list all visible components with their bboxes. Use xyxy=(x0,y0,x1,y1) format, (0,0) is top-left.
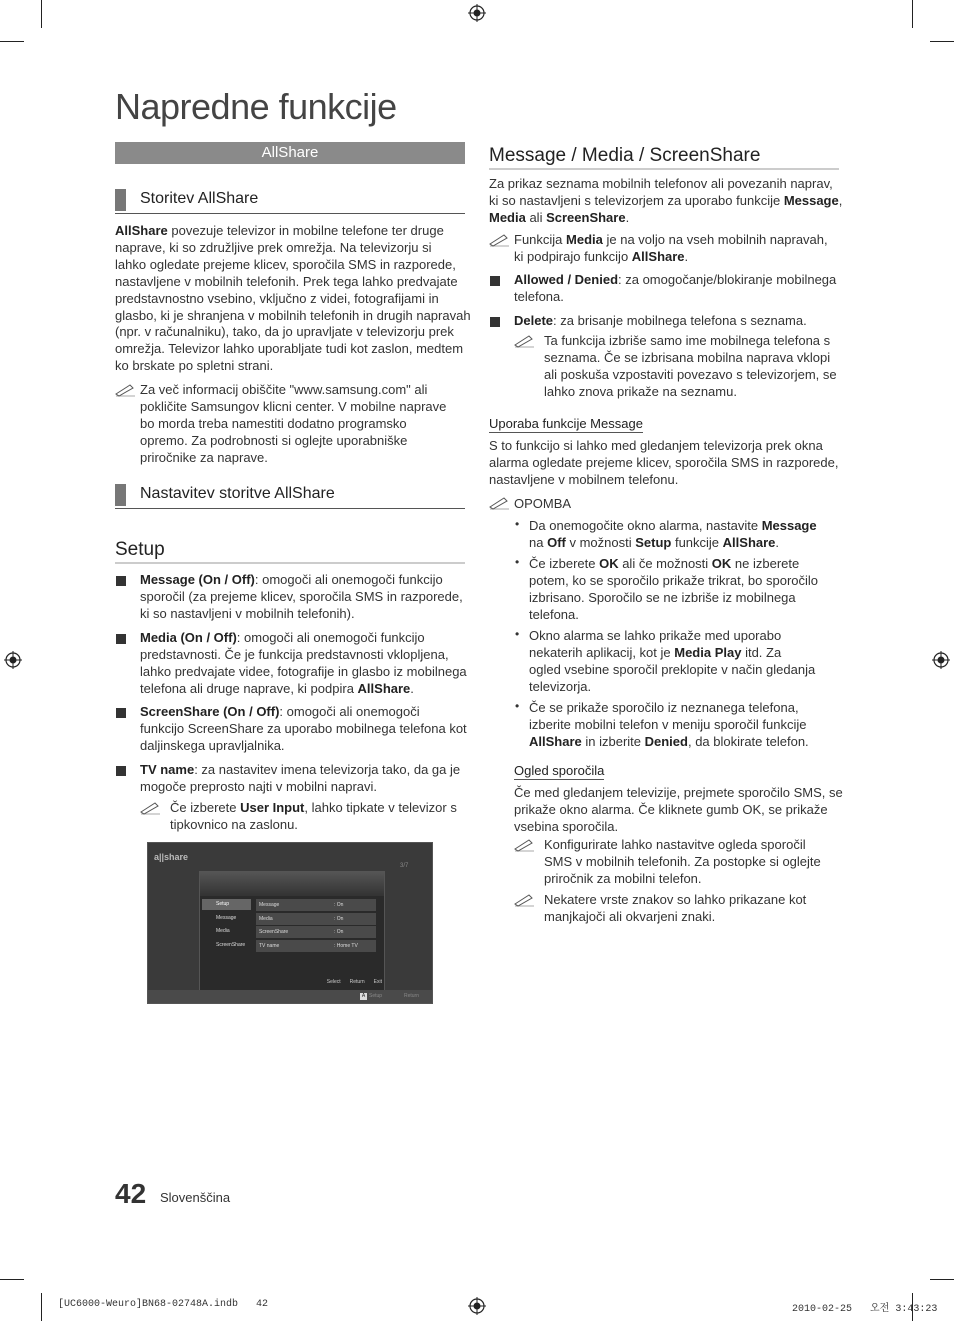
text-line: seznama. Če se izbrisana mobilna naprava vklopi xyxy=(544,349,831,365)
ogled-note-2 xyxy=(544,892,844,926)
bullet-dot: • xyxy=(515,627,520,641)
bullet-square xyxy=(116,576,126,586)
text-line: sporočil (za prejeme klicev, sporočila SMS in razporede, xyxy=(140,588,463,604)
bullet-square xyxy=(116,708,126,718)
text-line: naprave, ki so združljive prek omrežja. Na televizorju si xyxy=(115,239,432,255)
return-hint: Return xyxy=(349,979,365,985)
uporaba-heading: Uporaba funkcije Message xyxy=(489,416,643,431)
text-line: ki podpirajo funkcijo AllShare. xyxy=(514,248,689,264)
a-button-icon: A xyxy=(361,993,366,999)
menu-item-message[interactable]: Message xyxy=(216,915,237,921)
setup-panel xyxy=(199,871,385,991)
text-line: omrežja. Televizor lahko uporabljate tudi kot zaslon, medtem xyxy=(115,341,464,357)
text-line: Media (On / Off): omogoči ali onemogoči funkcijo xyxy=(140,630,425,645)
right-heading-rule xyxy=(489,168,839,170)
text-line: S to funkcijo si lahko med gledanjem televizorja prek okna xyxy=(489,438,823,453)
menu-item-screenshare[interactable]: ScreenShare xyxy=(216,942,246,948)
text-line: lahko ogledate prejeme klicev, sporočila SMS in razporede, xyxy=(115,256,456,272)
setup-hint: Setup xyxy=(369,993,383,999)
text-line: predstavnosti. Če je funkcija predstavnosti vklopljena, xyxy=(140,646,449,662)
page-number: 42 xyxy=(115,1178,147,1209)
bullet-square xyxy=(490,276,500,286)
text-line: ali poskuša vzpostaviti povezavo s televizorjem, se xyxy=(544,366,837,382)
text-line: glasbo, ki je shranjena v mobilnih telefonih in drugih napravah xyxy=(115,307,471,323)
allshare-screen xyxy=(147,842,433,1004)
text-line: bo morda treba namestiti dodatno programsko xyxy=(140,415,407,431)
opomba-label: OPOMBA xyxy=(514,496,572,511)
crop-mark xyxy=(930,41,954,42)
text-line: manjkajoči ali okvarjeni znaki. xyxy=(544,908,716,924)
ogled-paragraph xyxy=(514,785,844,836)
opomba-bullet-3 xyxy=(529,628,844,696)
tvname-note xyxy=(170,800,470,834)
text-line: prikaže okno alarma. Če kliknete gumb OK, se prikaže xyxy=(514,801,828,817)
opomba-bullet-1 xyxy=(529,518,844,552)
text-line: Allowed / Denied: za omogočanje/blokiranje mobilnega xyxy=(514,272,837,287)
crop-mark xyxy=(930,1279,954,1280)
text-line: ogled vsebine sporočil preklopite v način gledanja xyxy=(529,661,816,677)
text-line: TV name: za nastavitev imena televizorja tako, da ga je xyxy=(140,762,461,777)
text-line: izbrisano. Sporočilo se ne izbriše iz mobilnega xyxy=(529,589,796,605)
text-line: ko brskate po spletni strani. xyxy=(115,358,274,374)
text-line: Nekatere vrste znakov so lahko prikazane kot xyxy=(544,892,807,907)
setup-heading-rule xyxy=(115,562,465,564)
subheading-text: Nastavitev storitve AllShare xyxy=(140,485,335,502)
subheading-nastavitev xyxy=(115,484,465,509)
settings-label: TV name xyxy=(259,942,280,949)
bullet-square xyxy=(116,634,126,644)
bullet-square xyxy=(490,317,500,327)
settings-table xyxy=(256,899,376,953)
allowed-denied-item xyxy=(514,272,844,306)
subheading-storitev xyxy=(115,189,465,214)
text-line: AllShare in izberite Denied, da blokirate telefon. xyxy=(529,733,809,749)
setup-heading: Setup xyxy=(115,539,165,560)
note-pencil-icon xyxy=(489,233,511,247)
text-line: ki so nastavljeni s televizorjem za uporabo funkcije Message, xyxy=(489,192,843,208)
settings-label: ScreenShare xyxy=(259,929,289,935)
setup-item-screenshare xyxy=(140,704,470,755)
bullet-dot: • xyxy=(515,699,520,713)
crop-mark xyxy=(912,0,913,28)
note-pencil-icon xyxy=(514,838,536,852)
bullet-square xyxy=(116,766,126,776)
right-heading: Message / Media / ScreenShare xyxy=(489,145,761,166)
text-line: Ta funkcija izbriše samo ime mobilnega telefona s xyxy=(544,333,831,348)
text-line: lahko znova prikaže na seznamu. xyxy=(544,383,737,399)
text-line: Če med gledanjem televizije, prejmete sporočilo SMS, se xyxy=(514,785,843,800)
settings-row[interactable] xyxy=(256,899,376,911)
right-intro xyxy=(489,176,844,227)
text-line: lahko predvajate videe, fotografije in glasbo iz mobilnega xyxy=(140,663,467,679)
section-bar: AllShare xyxy=(115,142,465,164)
settings-row[interactable] xyxy=(256,926,376,938)
text-line: (npr. v računalniku), tako, da jo upravljate v televizorju prek xyxy=(115,324,454,340)
storitev-paragraph xyxy=(115,223,470,375)
settings-value: : On xyxy=(334,902,344,908)
text-line: izberite mobilni telefon v meniju sporočil funkcije xyxy=(529,716,807,732)
settings-row[interactable] xyxy=(256,940,376,952)
settings-value: : Home TV xyxy=(334,942,358,949)
setup-item-media xyxy=(140,630,470,698)
text-line: vsebina sporočila. xyxy=(514,818,619,834)
text-line: nastavljene v mobilnem telefonu. xyxy=(489,471,679,487)
settings-row[interactable] xyxy=(256,913,376,925)
crop-mark xyxy=(0,41,24,42)
exit-hint: Exit xyxy=(373,979,382,985)
text-line: Da onemogočite okno alarma, nastavite Message xyxy=(529,518,817,533)
subheading-text: Storitev AllShare xyxy=(140,190,259,207)
text-line: Message (On / Off): omogoči ali onemogoči funkcijo xyxy=(140,572,443,587)
text-line: priročnik za mobilni telefon. xyxy=(544,870,702,886)
note-pencil-icon xyxy=(514,893,536,907)
text-line: priročnike za naprave. xyxy=(140,449,268,465)
text-line: Funkcija Media je na voljo na vseh mobilnih napravah, xyxy=(514,232,828,247)
print-date: 2010-02-25 오전 3:43:23 xyxy=(792,1304,938,1315)
ogled-heading: Ogled sporočila xyxy=(514,763,605,778)
text-line: funkcijo ScreenShare za uporabo mobilnega telefona kot xyxy=(140,720,467,736)
text-line: telefona. xyxy=(514,288,564,304)
subheading-marker xyxy=(115,189,126,211)
page-title: Napredne funkcije xyxy=(115,86,397,127)
text-line: Če se prikaže sporočilo iz neznanega telefona, xyxy=(529,700,799,715)
select-hint: Select xyxy=(326,979,341,985)
file-info: [UC6000-Weuro]BN68-02748A.indb 42 xyxy=(58,1299,269,1310)
return-hint-bottom: Return xyxy=(404,993,420,999)
storitev-note xyxy=(140,382,470,467)
text-line: nekaterih aplikacij, kot je Media Play itd. Za xyxy=(529,644,782,660)
crop-mark xyxy=(41,1293,42,1321)
text-line: Če izberete OK ali če možnosti OK ne izberete xyxy=(529,556,800,571)
text-line: SMS v mobilnih telefonih. Za postopke si oglejte xyxy=(544,853,821,869)
text-line: mogoče preprosto najti v mobilni napravi. xyxy=(140,778,378,794)
text-line: Delete: za brisanje mobilnega telefona s seznama. xyxy=(514,313,807,328)
text-line: opremo. Za podrobnosti si oglejte uporabniške xyxy=(140,432,408,448)
note-pencil-icon xyxy=(140,801,162,815)
text-line: potem, ko se sporočilo prikaže trikrat, bo sporočilo xyxy=(529,572,819,588)
delete-note xyxy=(544,333,844,401)
text-line: nastavljene v mobilnih telefonih. Prek tega lahko predvajate xyxy=(115,273,458,289)
text-line: predstavnostno vsebino, vključno z videi, fotografijami in xyxy=(115,290,439,306)
note-pencil-icon xyxy=(115,383,137,397)
text-line: na Off v možnosti Setup funkcije AllShare. xyxy=(529,534,780,550)
text-line: alarma ogledate prejeme klicev, sporočila SMS in razporede, xyxy=(489,454,839,470)
subheading-marker xyxy=(115,484,126,506)
text-line: ki so nastavljeni v mobilnih telefonih). xyxy=(140,605,355,621)
menu-item-media[interactable]: Media xyxy=(216,928,230,934)
text-line: telefona. xyxy=(529,606,579,622)
text-line: televizorja. xyxy=(529,678,592,694)
text-line: pokličite Samsungov klicni center. V mobilne naprave xyxy=(140,398,447,414)
settings-label: Media xyxy=(259,915,273,922)
allshare-logo: a||share xyxy=(154,852,189,862)
page-indicator: 3/7 xyxy=(400,863,409,869)
text-line: tipkovnico na zaslonu. xyxy=(170,816,298,832)
crop-mark xyxy=(41,0,42,28)
note-pencil-icon xyxy=(489,496,511,510)
crop-mark xyxy=(0,1279,24,1280)
text-line: daljinskega upravljalnika. xyxy=(140,737,285,753)
text-line: Za več informacij obiščite "www.samsung.com" ali xyxy=(140,382,428,397)
bullet-dot: • xyxy=(515,517,520,531)
control-hints xyxy=(274,979,382,985)
language-label: Slovenščina xyxy=(160,1190,231,1205)
setup-item-tvname xyxy=(140,762,470,796)
registration-mark-icon xyxy=(468,1297,486,1315)
opomba-bullet-2 xyxy=(529,556,844,624)
settings-label: Message xyxy=(259,902,280,908)
bottom-bar xyxy=(148,990,432,1003)
text-line: telefona ali druge naprave, ki podpira AllShare. xyxy=(140,680,414,696)
menu-item-setup[interactable]: Setup xyxy=(202,899,251,910)
uporaba-paragraph xyxy=(489,438,844,489)
note-pencil-icon xyxy=(514,334,536,348)
settings-value: : On xyxy=(334,929,344,935)
bullet-dot: • xyxy=(515,555,520,569)
text-line: Če izberete User Input, lahko tipkate v televizor s xyxy=(170,800,457,815)
registration-mark-icon xyxy=(932,651,950,669)
text-line: Konfigurirate lahko nastavitve ogleda sporočil xyxy=(544,837,806,852)
text-line: AllShare povezuje televizor in mobilne telefone ter druge xyxy=(115,223,444,238)
text-line: Media ali ScreenShare. xyxy=(489,209,630,225)
text-line: ScreenShare (On / Off): omogoči ali onemogoči xyxy=(140,704,420,719)
panel-header xyxy=(200,872,384,896)
setup-item-message xyxy=(140,572,470,623)
registration-mark-icon xyxy=(468,4,486,22)
opomba-bullet-4 xyxy=(529,700,844,751)
registration-mark-icon xyxy=(4,651,22,669)
media-note xyxy=(514,232,844,266)
text-line: Okno alarma se lahko prikaže med uporabo xyxy=(529,628,782,643)
ogled-note-1 xyxy=(544,837,844,888)
delete-item xyxy=(514,313,844,330)
settings-value: : On xyxy=(334,915,344,922)
text-line: Za prikaz seznama mobilnih telefonov ali povezanih naprav, xyxy=(489,176,833,191)
